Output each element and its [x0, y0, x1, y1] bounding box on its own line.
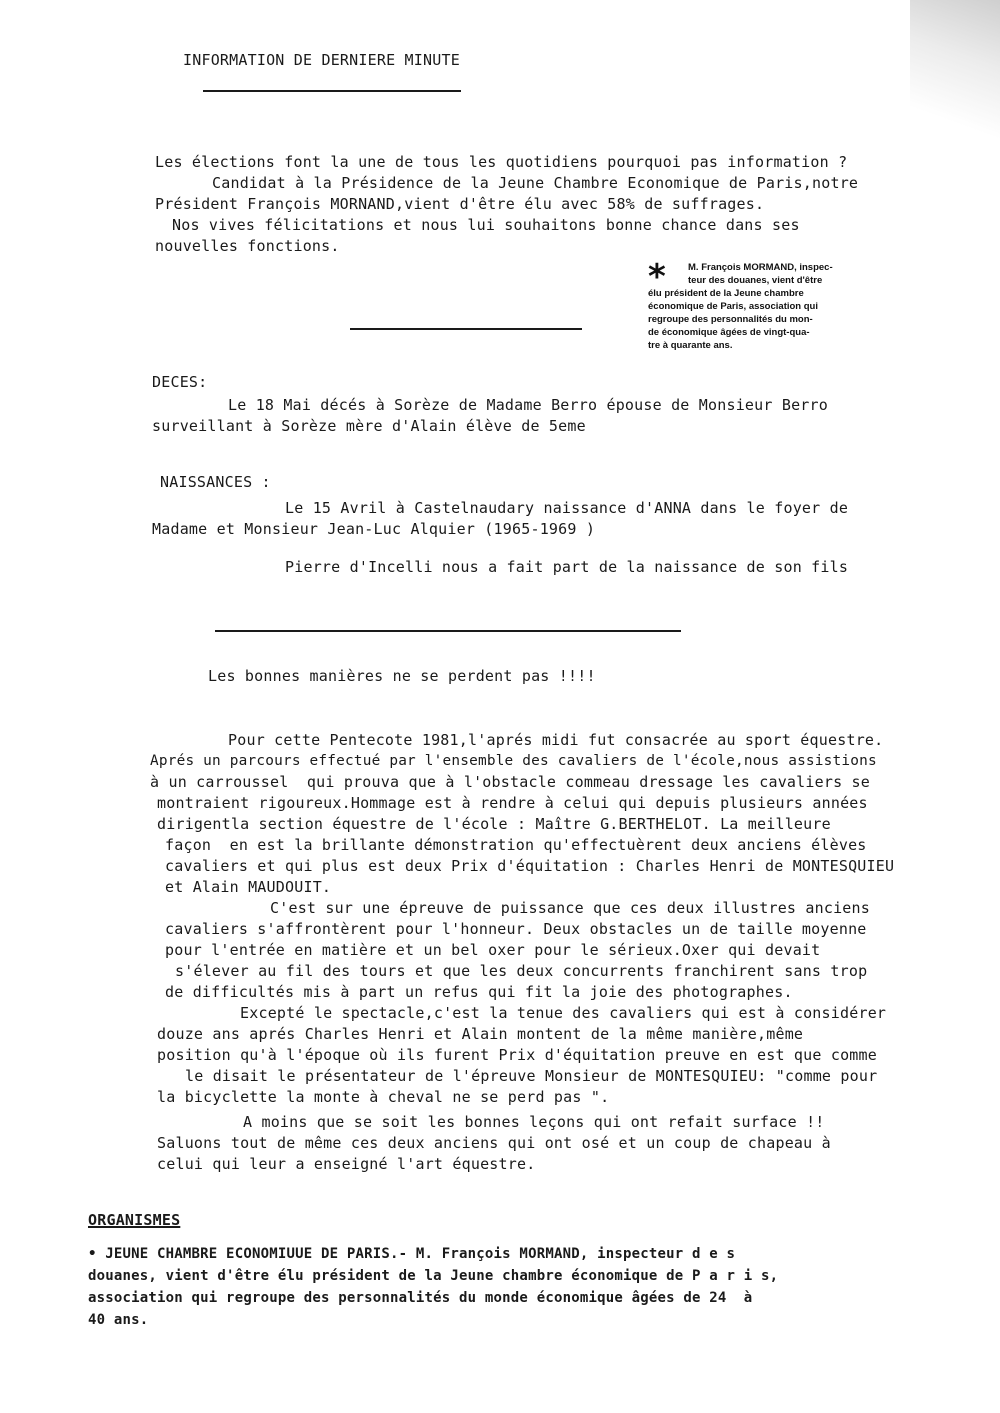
naissances-line: Madame et Monsieur Jean-Luc Alquier (1965-1969 ) — [152, 520, 596, 538]
article-line: et Alain MAUDOUIT. — [165, 878, 332, 896]
article-line: Aprés un parcours effectué par l'ensemble des cavaliers de l'école,nous assistions — [150, 753, 877, 769]
naissances-line: Pierre d'Incelli nous a fait part de la naissance de son fils — [285, 558, 849, 576]
article-line: pour l'entrée en matière et un bel oxer pour le sérieux.Oxer qui devait — [165, 941, 821, 959]
organismes-line: 40 ans. — [88, 1312, 149, 1328]
title-rule — [203, 90, 461, 92]
elections-line: Nos vives félicitations et nous lui souhaitons bonne chance dans ses — [172, 216, 800, 234]
article-line: dirigentla section équestre de l'école : Maître G.BERTHELOT. La meilleure — [157, 815, 831, 833]
deces-heading: DECES: — [152, 373, 208, 391]
asterisk-icon: * — [648, 257, 666, 297]
article-line: le disait le présentateur de l'épreuve Monsieur de MONTESQUIEU: "comme pour — [185, 1067, 878, 1085]
newspaper-clipping — [648, 257, 900, 362]
clipping-line: tre à quarante ans. — [648, 340, 733, 351]
naissances-line: Le 15 Avril à Castelnaudary naissance d'ANNA dans le foyer de — [285, 499, 849, 517]
article-line: Pour cette Pentecote 1981,l'aprés midi fut consacrée au sport équestre. — [228, 731, 884, 749]
organismes-heading: ORGANISMES — [88, 1211, 181, 1229]
clipping-line: élu président de la Jeune chambre — [648, 288, 804, 299]
article-line: douze ans aprés Charles Henri et Alain montent de la même manière,même — [157, 1025, 804, 1043]
article-line: s'élever au fil des tours et que les deux concurrents franchirent sans trop — [175, 962, 868, 980]
deces-line: Le 18 Mai décés à Sorèze de Madame Berro épouse de Monsieur Berro — [228, 396, 828, 414]
article-line: cavaliers s'affrontèrent pour l'honneur. Deux obstacles un de taille moyenne — [165, 920, 867, 938]
article-line: façon en est la brillante démonstration qu'effectuèrent deux anciens élèves — [165, 836, 867, 854]
naissances-heading: NAISSANCES : — [160, 473, 271, 491]
section-rule — [350, 328, 582, 330]
elections-line: Les élections font la une de tous les quotidiens pourquoi pas information ? — [155, 153, 848, 171]
article-line: Excepté le spectacle,c'est la tenue des cavaliers qui est à considérer — [240, 1004, 887, 1022]
page-corner-shadow — [910, 0, 1000, 200]
elections-line: nouvelles fonctions. — [155, 237, 340, 255]
elections-line: Président François MORNAND,vient d'être élu avec 58% de suffrages. — [155, 195, 765, 213]
article-line: montraient rigoureux.Hommage est à rendre à celui qui depuis plusieurs années — [157, 794, 868, 812]
article-line: de difficultés mis à part un refus qui fit la joie des photographes. — [165, 983, 793, 1001]
article-line: la bicyclette la monte à cheval ne se perd pas ". — [157, 1088, 610, 1106]
organismes-line: association qui regroupe des personnalités du monde économique âgées de 24 à — [88, 1290, 753, 1306]
article-line: cavaliers et qui plus est deux Prix d'équitation : Charles Henri de MONTESQUIEU — [165, 857, 895, 875]
article-title: Les bonnes manières ne se perdent pas !!!! — [208, 667, 596, 685]
organismes-line: • JEUNE CHAMBRE ECONOMIUUE DE PARIS.- M. François MORMAND, inspecteur d e s — [88, 1246, 736, 1262]
deces-line: surveillant à Sorèze mère d'Alain élève de 5eme — [152, 417, 586, 435]
clipping-line: M. François MORMAND, inspec- — [688, 262, 833, 273]
clipping-line: regroupe des personnalités du mon- — [648, 314, 813, 325]
article-line: A moins que se soit les bonnes leçons qui ont refait surface !! — [243, 1113, 825, 1131]
clipping-line: de économique âgées de vingt-qua- — [648, 327, 810, 338]
page-title: INFORMATION DE DERNIERE MINUTE — [183, 51, 460, 69]
article-line: position qu'à l'époque où ils furent Prix d'équitation preuve en est que comme — [157, 1046, 877, 1064]
organismes-line: douanes, vient d'être élu président de la Jeune chambre économique de P a r i s, — [88, 1268, 779, 1284]
article-line: à un carroussel qui prouva que à l'obstacle commeau dressage les cavaliers se — [150, 773, 870, 791]
clipping-line: économique de Paris, association qui — [648, 301, 818, 312]
clipping-line: teur des douanes, vient d'être — [688, 275, 823, 286]
section-rule — [215, 630, 681, 632]
article-line: celui qui leur a enseigné l'art équestre. — [157, 1155, 536, 1173]
article-line: Saluons tout de même ces deux anciens qui ont osé et un coup de chapeau à — [157, 1134, 831, 1152]
elections-line: Candidat à la Présidence de la Jeune Chambre Economique de Paris,notre — [212, 174, 859, 192]
article-line: C'est sur une épreuve de puissance que ces deux illustres anciens — [270, 899, 870, 917]
